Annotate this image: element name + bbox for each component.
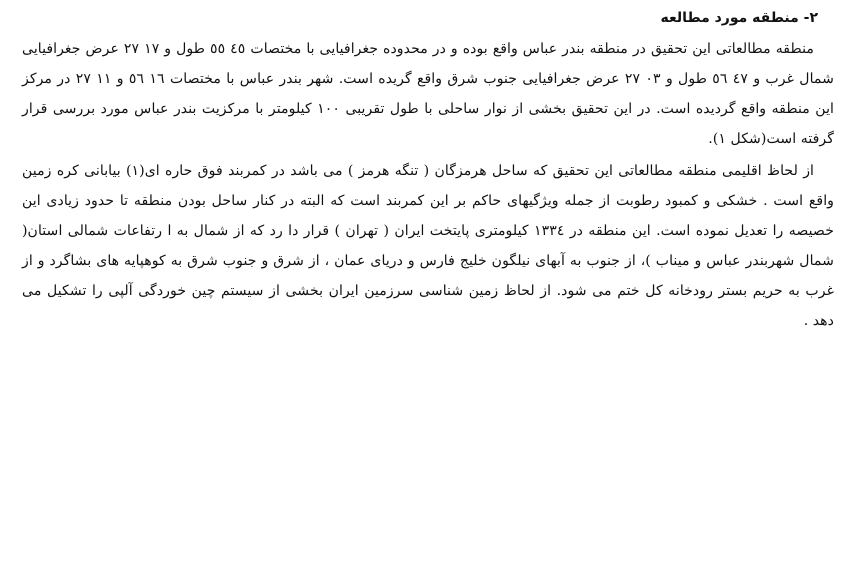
- study-area-paragraph: منطقه مطالعاتی این تحقیق در منطقه بندر عباس واقع بوده و در محدوده جغرافیایی با مختصات ٤٥ ٥٥ طول و ١٧ ٢٧ عرض جغرافیایی شمال غرب و ٤٧ ٥٦ طول و ۰۳ ٢٧ عرض جغرافیایی جنوب شرق واقع گریده است. شهر بندر عباس با مختصات ١٦ ٥٦ و ١١ ٢٧ در مرکز این منطقه واقع گردیده است. در این تحقیق بخشی از نوار ساحلی با طول تقریبی ۱۰۰ کیلومتر با مرکزیت بندر عباس مورد بررسی قرار گرفته است(شکل ۱).: [22, 41, 835, 147]
- climate-paragraph: از لحاظ اقلیمی منطقه مطالعاتی این تحقیق که ساحل هرمزگان ( تنگه هرمز ) می باشد در کمربند فوق حاره ای(۱) بیابانی کره زمین واقع است . خشکی و کمبود رطوبت از جمله ویژگیهای حاکم بر این کمربند است که البته در کنار ساحل بودن منطقه تا حدود زیادی این خصیصه را تعدیل نموده است. این منطقه در ۱۳۳٤ کیلومتری پایتخت ایران ( تهران ) قرار دا رد که از شمال به ا رتفاعات شمالی استان( شمال شهربندر عباس و میناب )، از جنوب به آبهای نیلگون خلیج فارس و دریای عمان ، از شرق و جنوب شرق به کوهپایه های بشاگرد و از غرب به حریم بستر رودخانه کل ختم می شود. از لحاظ زمین شناسی سرزمین ایران بخشی از سیستم چین خوردگی آلپی را تشکیل می دهد .: [22, 163, 834, 329]
- section-heading: ۲- منطقه مورد مطالعه: [660, 10, 818, 26]
